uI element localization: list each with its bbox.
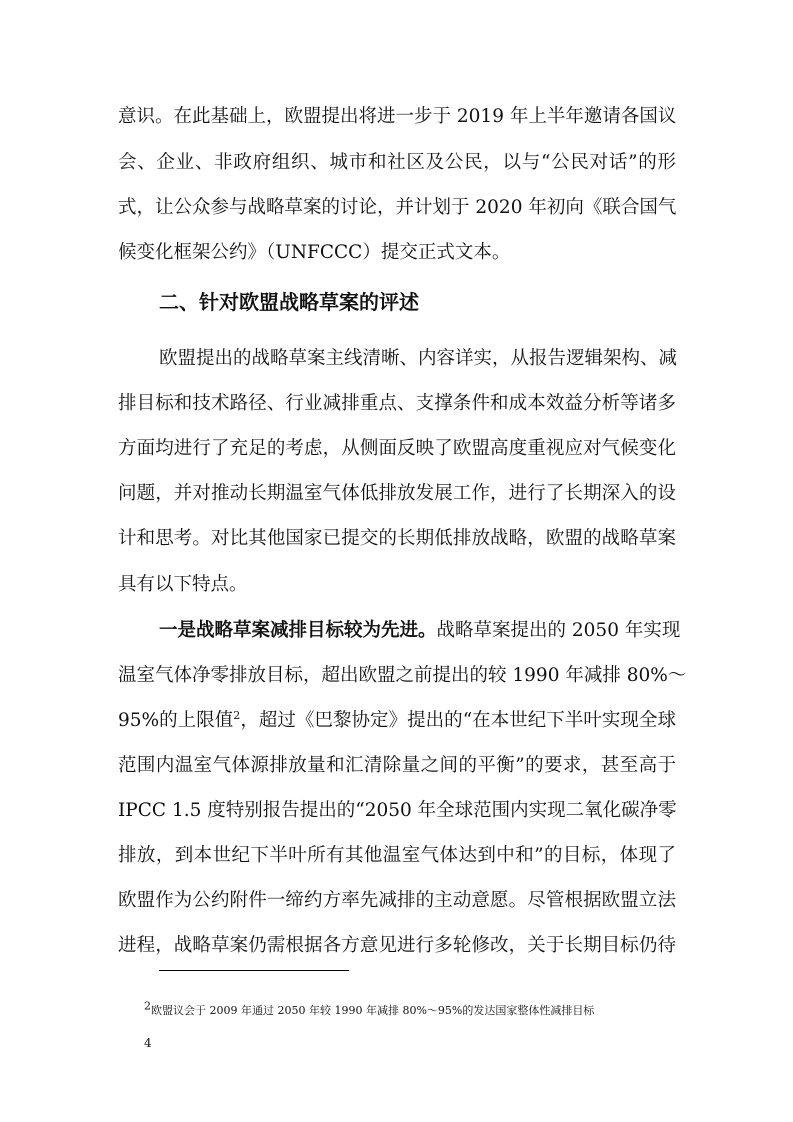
footnote [144, 999, 595, 1018]
para2-line-3: 方面均进行了充足的考虑，从侧面反映了欧盟高度重视应对气候变化 [118, 438, 676, 459]
para2-line-2: 排目标和技术路径、行业减排重点、支撑条件和成本效益分析等诸多 [118, 393, 676, 414]
para2-line-4: 问题，并对推动长期温室气体低排放发展工作，进行了长期深入的设 [118, 483, 676, 504]
para2-line-5: 计和思考。对比其他国家已提交的长期低排放战略，欧盟的战略草案 [118, 528, 676, 549]
para3-line-8: 进程，战略草案仍需根据各方意见进行多轮修改，关于长期目标仍待 [118, 935, 676, 956]
page-number: 4 [144, 1036, 152, 1050]
footnote-divider [159, 970, 349, 971]
para1-line-4: 候变化框架公约》（UNFCCC）提交正式文本。 [118, 242, 511, 263]
para2-line-1: 欧盟提出的战略草案主线清晰、内容详实，从报告逻辑架构、减 [159, 348, 678, 369]
para1-line-1: 意识。在此基础上，欧盟提出将进一步于 2019 年上半年邀请各国议 [118, 106, 677, 127]
footnote-text: 欧盟议会于 2009 年通过 2050 年较 1990 年减排 80%～95%的发达国家整体性减排目标 [151, 1004, 595, 1017]
para1-line-3: 式，让公众参与战略草案的讨论，并计划于 2020 年初向《联合国气 [118, 197, 677, 218]
para3-line-1 [159, 618, 681, 644]
para3-line-3 [118, 708, 676, 734]
para3-line-1-rest: 战略草案提出的 2050 年实现 [436, 620, 681, 641]
para3-line-3-post: ，超过《巴黎协定》提出的“在本世纪下半叶实现全球 [240, 710, 676, 731]
para3-line-5: IPCC 1.5 度特别报告提出的“2050 年全球范围内实现二氧化碳净零 [118, 800, 677, 821]
para3-line-3-pre: 95%的上限值 [118, 710, 234, 731]
para3-line-7: 欧盟作为公约附件一缔约方率先减排的主动意愿。尽管根据欧盟立法 [118, 890, 676, 911]
para2-line-6: 具有以下特点。 [118, 574, 248, 595]
footnote-reference[interactable]: 2 [233, 708, 241, 722]
para1-line-2: 会、企业、非政府组织、城市和社区及公民，以与“公民对话”的形 [118, 152, 676, 173]
para3-line-6: 排放，到本世纪下半叶所有其他温室气体达到中和”的目标，体现了 [118, 845, 676, 866]
para3-line-2: 温室气体净零排放目标，超出欧盟之前提出的较 1990 年减排 80%～ [118, 665, 687, 686]
footnote-mark: 2 [144, 999, 151, 1013]
section-heading: 二、针对欧盟战略草案的评述 [159, 290, 419, 314]
para3-bold-lead: 一是战略草案减排目标较为先进。 [159, 620, 437, 641]
para3-line-4: 范围内温室气体源排放量和汇清除量之间的平衡”的要求，甚至高于 [118, 755, 676, 776]
